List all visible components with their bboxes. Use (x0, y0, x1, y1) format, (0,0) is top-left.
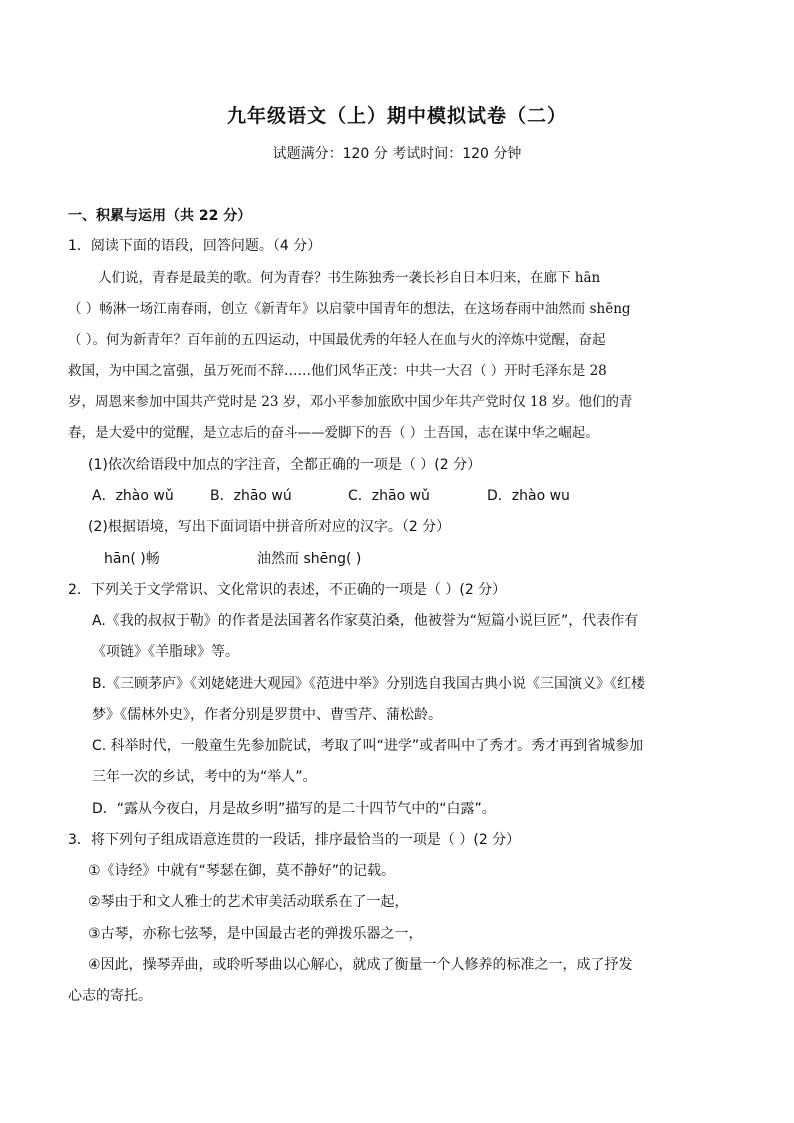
passage-line: 春，是大爱中的觉醒，是立志后的奋斗——爱脚下的吾（ ）土吾国，志在谋中华之崛起。 (68, 425, 599, 441)
exam-title: 九年级语文（上）期中模拟试卷（二） (226, 105, 567, 127)
passage-line: 岁，周恩来参加中国共产党时是 23 岁，邓小平参加旅欧中国少年共产党时仅 18 岁。他们的青 (68, 394, 633, 410)
exam-subtitle: 试题满分：120 分 考试时间：120 分钟 (272, 146, 522, 162)
answer-blank-2: 油然而 shēng( ) (257, 551, 362, 567)
question-1-sub-1: (1)依次给语段中加点的字注音，全都正确的一项是（ ）(2 分） (88, 457, 482, 473)
passage-line: （ ）畅淋一场江南春雨，创立《新青年》以启蒙中国青年的想法，在这场春雨中油然而 shēng (68, 301, 631, 317)
question-2-option-b-cont: 梦》《儒林外史》，作者分别是罗贯中、曹雪芹、蒲松龄。 (92, 707, 442, 723)
question-2-option-a-cont: 《项链》《羊脂球》等。 (92, 644, 239, 660)
question-1-sub-2: (2)根据语境，写出下面词语中拼音所对应的汉字。（2 分） (88, 519, 451, 535)
question-2-option-b: B.《三顾茅庐》《刘姥姥进大观园》《范进中举》分别选自我国古典小说《三国演义》《红楼 (92, 676, 646, 692)
sentence-2: ②琴由于和文人雅士的艺术审美活动联系在了一起， (88, 894, 409, 910)
sentence-1: ①《诗经》中就有“琴瑟在御，莫不静好”的记载。 (88, 863, 396, 879)
sentence-4-cont: 心志的寄托。 (68, 988, 152, 1004)
section-heading: 一、积累与运用（共 22 分） (68, 208, 252, 224)
sentence-3: ③古琴，亦称七弦琴，是中国最古老的弹拨乐器之一， (88, 926, 423, 942)
question-2-option-c-cont: 三年一次的乡试，考中的为“举人”。 (92, 769, 317, 785)
question-3-stem: 3．将下列句子组成语意连贯的一段话，排序最恰当的一项是（ ）(2 分） (68, 832, 521, 848)
passage-line: 人们说，青春是最美的歌。何为青春？书生陈独秀一袭长衫自日本归来，在廊下 hān (98, 270, 601, 286)
question-2-stem: 2．下列关于文学常识、文化常识的表述，不正确的一项是（ ）(2 分） (68, 582, 507, 598)
sentence-4: ④因此，操琴弄曲，或聆听琴曲以心解心，就成了衡量一个人修养的标准之一，成了抒发 (88, 957, 633, 973)
option-a: A．zhào wǔ (92, 488, 174, 504)
question-2-option-c: C. 科举时代，一般童生先参加院试，考取了叫“进学”或者叫中了秀才。秀才再到省城参加 (92, 738, 644, 754)
option-d: D．zhào wu (487, 488, 570, 504)
question-1-stem: 1．阅读下面的语段，回答问题。（4 分） (68, 238, 322, 254)
passage-line: 救国，为中国之富强，虽万死而不辞……他们风华正茂：中共一大召（ ）开时毛泽东是 28 (68, 363, 607, 379)
passage-line: （ ）。何为新青年？百年前的五四运动，中国最优秀的年轻人在血与火的淬炼中觉醒，奋起 (68, 332, 606, 348)
question-2-option-a: A.《我的叔叔于勒》的作者是法国著名作家莫泊桑，他被誉为“短篇小说巨匠”，代表作有 (92, 613, 639, 629)
option-b: B．zhāo wú (210, 488, 292, 504)
question-2-option-d: D．“露从今夜白，月是故乡明”描写的是二十四节气中的“白露”。 (92, 801, 496, 817)
answer-blank-1: hān( )畅 (104, 551, 160, 567)
option-c: C．zhāo wǔ (348, 488, 430, 504)
